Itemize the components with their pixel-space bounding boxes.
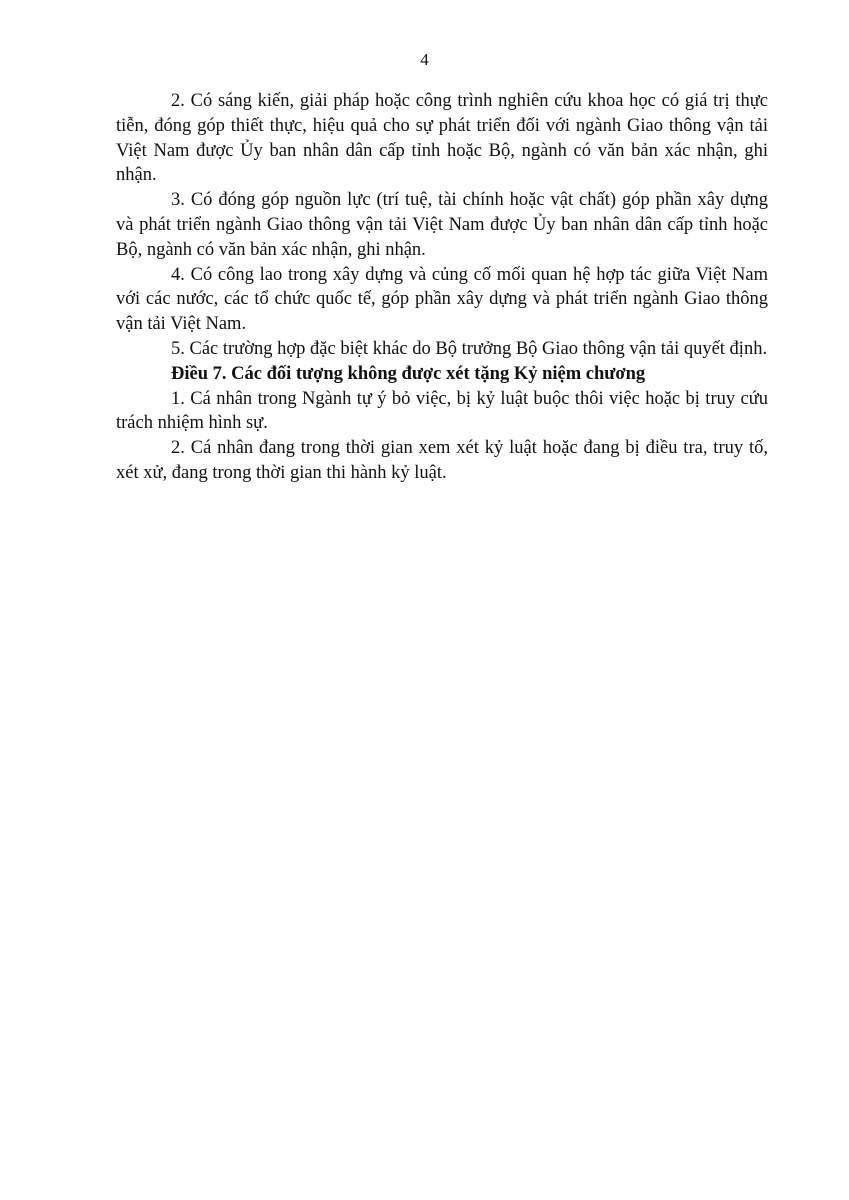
article-7-clause-1: 1. Cá nhân trong Ngành tự ý bỏ việc, bị kỷ luật buộc thôi việc hoặc bị truy cứu trách nhiệm hình sự. — [116, 388, 768, 434]
clause-2: 2. Có sáng kiến, giải pháp hoặc công trình nghiên cứu khoa học có giá trị thực tiễn, đóng góp thiết thực, hiệu quả cho sự phát triển đối với ngành Giao thông vận tải Việt Nam được Ủy ban nhân dân cấp tỉnh hoặc Bộ, ngành có văn bản xác nhận, ghi nhận. — [116, 91, 768, 186]
clause-3: 3. Có đóng góp nguồn lực (trí tuệ, tài chính hoặc vật chất) góp phần xây dựng và phát triển ngành Giao thông vận tải Việt Nam được Ủy ban nhân dân cấp tỉnh hoặc Bộ, ngành có văn bản xác nhận, ghi nhận. — [116, 190, 768, 260]
clause-4: 4. Có công lao trong xây dựng và củng cố mối quan hệ hợp tác giữa Việt Nam với các nước, các tổ chức quốc tế, góp phần xây dựng và phát triển ngành Giao thông vận tải Việt Nam. — [116, 264, 768, 335]
clause-5: 5. Các trường hợp đặc biệt khác do Bộ trưởng Bộ Giao thông vận tải quyết định. — [171, 338, 768, 359]
article-7-heading: Điều 7. Các đối tượng không được xét tặng Kỷ niệm chương — [171, 363, 646, 384]
article-7-clause-2: 2. Cá nhân đang trong thời gian xem xét kỷ luật hoặc đang bị điều tra, truy tố, xét xử, đang trong thời gian thi hành kỷ luật. — [116, 438, 768, 483]
page-number: 4 — [420, 50, 429, 69]
document-body — [116, 89, 768, 486]
